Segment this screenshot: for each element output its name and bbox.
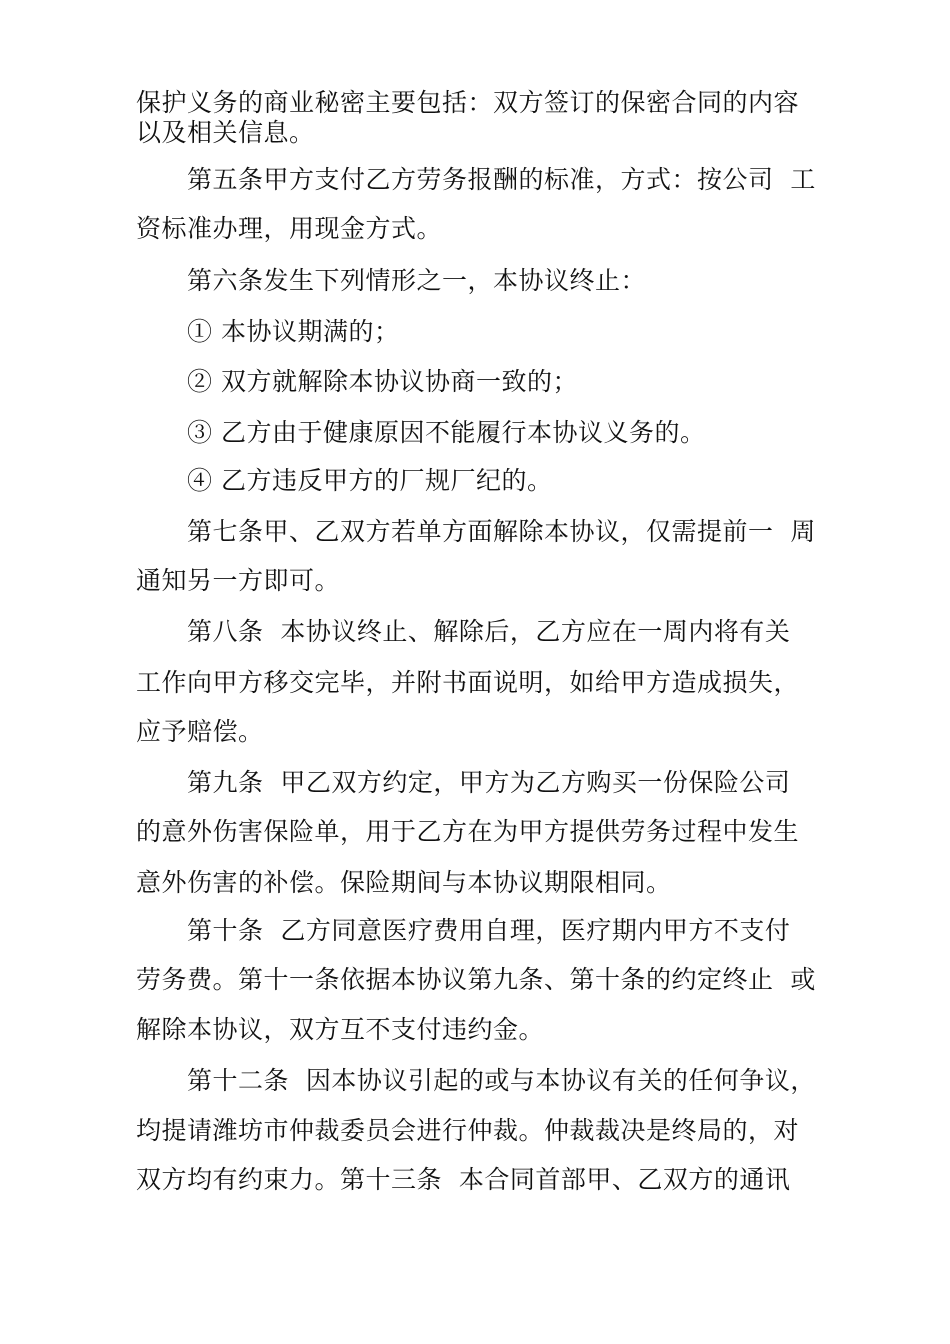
- article-10: 第十条 乙方同意医疗费用自理，医疗期内甲方不支付: [187, 916, 791, 945]
- list-item: ④ 乙方违反甲方的厂规厂纪的。: [187, 466, 553, 495]
- body-line: 劳务费。第十一条依据本协议第九条、第十条的约定终止 或: [136, 965, 816, 994]
- article-5: 第五条甲方支付乙方劳务报酬的标准，方式：按公司 工: [187, 165, 816, 194]
- body-line: 资标准办理，用现金方式。: [136, 214, 443, 243]
- body-line: 解除本协议，双方互不支付违约金。: [136, 1015, 545, 1044]
- body-line: 通知另一方即可。: [136, 566, 341, 595]
- list-item: ① 本协议期满的；: [187, 317, 400, 346]
- body-line: 的意外伤害保险单，用于乙方在为甲方提供劳务过程中发生: [136, 817, 800, 846]
- body-line: 应予赔偿。: [136, 717, 264, 746]
- list-item: ② 双方就解除本协议协商一致的；: [187, 367, 578, 396]
- article-8: 第八条 本协议终止、解除后，乙方应在一周内将有关: [187, 617, 791, 646]
- body-line: 双方均有约束力。第十三条 本合同首部甲、乙双方的通讯: [136, 1165, 791, 1194]
- body-line: 以及相关信息。: [136, 118, 315, 147]
- article-12: 第十二条 因本协议引起的或与本协议有关的任何争议，: [187, 1066, 816, 1095]
- article-7: 第七条甲、乙双方若单方面解除本协议，仅需提前一 周: [187, 517, 816, 546]
- body-line: 工作向甲方移交完毕，并附书面说明，如给甲方造成损失，: [136, 668, 800, 697]
- list-item: ③ 乙方由于健康原因不能履行本协议义务的。: [187, 418, 706, 447]
- article-9: 第九条 甲乙双方约定，甲方为乙方购买一份保险公司: [187, 768, 791, 797]
- article-6: 第六条发生下列情形之一，本协议终止：: [187, 266, 647, 295]
- body-line: 意外伤害的补偿。保险期间与本协议期限相同。: [136, 868, 672, 897]
- body-line: 保护义务的商业秘密主要包括：双方签订的保密合同的内容: [136, 88, 800, 117]
- body-line: 均提请潍坊市仲裁委员会进行仲裁。仲裁裁决是终局的，对: [136, 1116, 800, 1145]
